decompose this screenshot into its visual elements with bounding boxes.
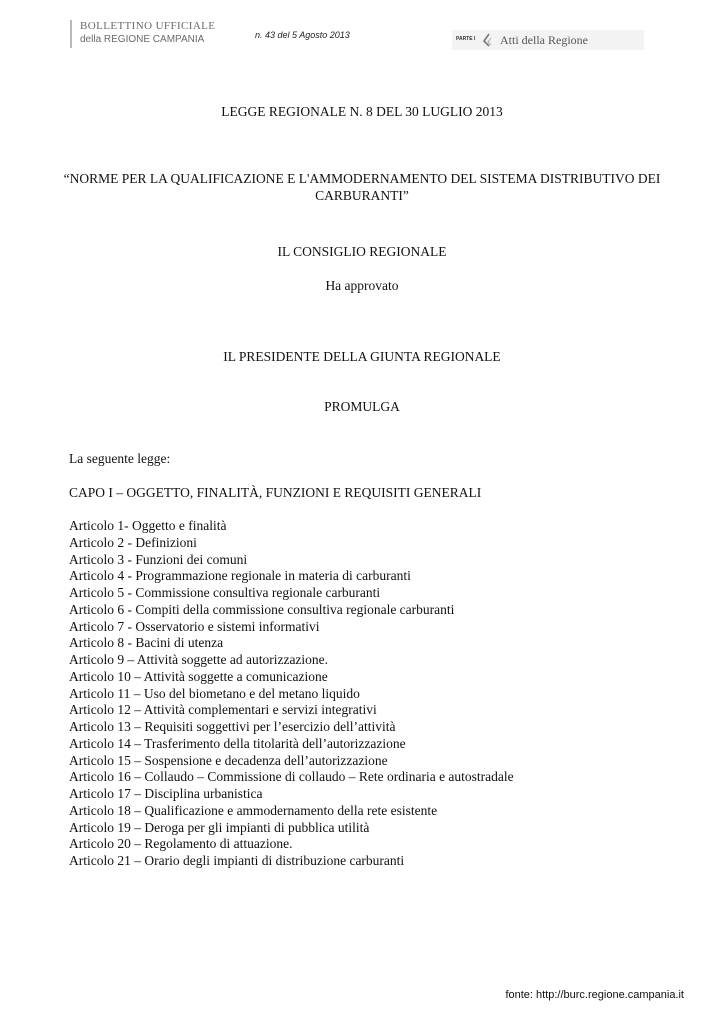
article-item: Articolo 20 – Regolamento di attuazione. (69, 836, 293, 852)
section-title: Atti della Regione (500, 33, 588, 47)
logo-title: BOLLETTINO UFFICIALE (80, 20, 216, 32)
article-item: Articolo 9 – Attività soggette ad autorizzazione. (69, 652, 329, 667)
article-item: Articolo 3 - Funzioni dei comuni (69, 551, 248, 567)
bollettino-logo (70, 18, 216, 50)
law-title: LEGGE REGIONALE N. 8 DEL 30 LUGLIO 2013 (221, 104, 503, 119)
section-emblem-icon (480, 32, 496, 48)
promulga-heading: PROMULGA (324, 399, 400, 414)
article-item: Articolo 2 - Definizioni (69, 534, 197, 550)
article-item: Articolo 17 – Disciplina urbanistica (69, 786, 263, 801)
approved-line: Ha approvato (325, 278, 399, 293)
issue-number: n. 43 del 5 Agosto 2013 (255, 30, 350, 40)
article-item: Articolo 16 – Collaudo – Commissione di collaudo – Rete ordinaria e autostradale (69, 769, 514, 785)
law-subtitle: “NORME PER LA QUALIFICAZIONE E L'AMMODERNAMENTO DEL SISTEMA DISTRIBUTIVO DEI CARBURANTI” (63, 171, 661, 203)
article-item: Articolo 6 - Compiti della commissione consultiva regionale carburanti (69, 601, 455, 617)
chapter-heading: CAPO I – OGGETTO, FINALITÀ, FUNZIONI E REQUISITI GENERALI (69, 485, 482, 500)
article-list (69, 518, 514, 870)
article-item: Articolo 4 - Programmazione regionale in materia di carburanti (69, 568, 411, 584)
part-label: PARTE I (456, 36, 476, 42)
president-heading: IL PRESIDENTE DELLA GIUNTA REGIONALE (223, 349, 501, 364)
article-item: Articolo 14 – Trasferimento della titolarità dell’autorizzazione (69, 735, 406, 751)
logo-divider (70, 20, 72, 48)
intro-text: La seguente legge: (69, 451, 171, 466)
source-footer: fonte: http://burc.regione.campania.it (505, 989, 684, 1001)
article-item: Articolo 5 - Commissione consultiva regionale carburanti (69, 585, 381, 600)
article-item: Articolo 7 - Osservatorio e sistemi informativi (69, 618, 320, 634)
article-item: Articolo 15 – Sospensione e decadenza dell’autorizzazione (69, 752, 388, 768)
article-item: Articolo 10 – Attività soggette a comunicazione (69, 668, 328, 684)
article-item: Articolo 8 - Bacini di utenza (69, 635, 224, 651)
article-item: Articolo 19 – Deroga per gli impianti di pubblica utilità (69, 819, 370, 835)
section-header (452, 30, 644, 50)
council-heading: IL CONSIGLIO REGIONALE (277, 244, 447, 259)
article-item: Articolo 1- Oggetto e finalità (69, 518, 227, 533)
article-item: Articolo 12 – Attività complementari e servizi integrativi (69, 702, 377, 718)
article-item: Articolo 13 – Requisiti soggettivi per l’esercizio dell’attività (69, 719, 396, 734)
article-item: Articolo 21 – Orario degli impianti di distribuzione carburanti (69, 853, 405, 868)
logo-subtitle: della REGIONE CAMPANIA (80, 34, 205, 45)
article-item: Articolo 18 – Qualificazione e ammodernamento della rete esistente (69, 802, 438, 818)
article-item: Articolo 11 – Uso del biometano e del metano liquido (69, 685, 360, 701)
